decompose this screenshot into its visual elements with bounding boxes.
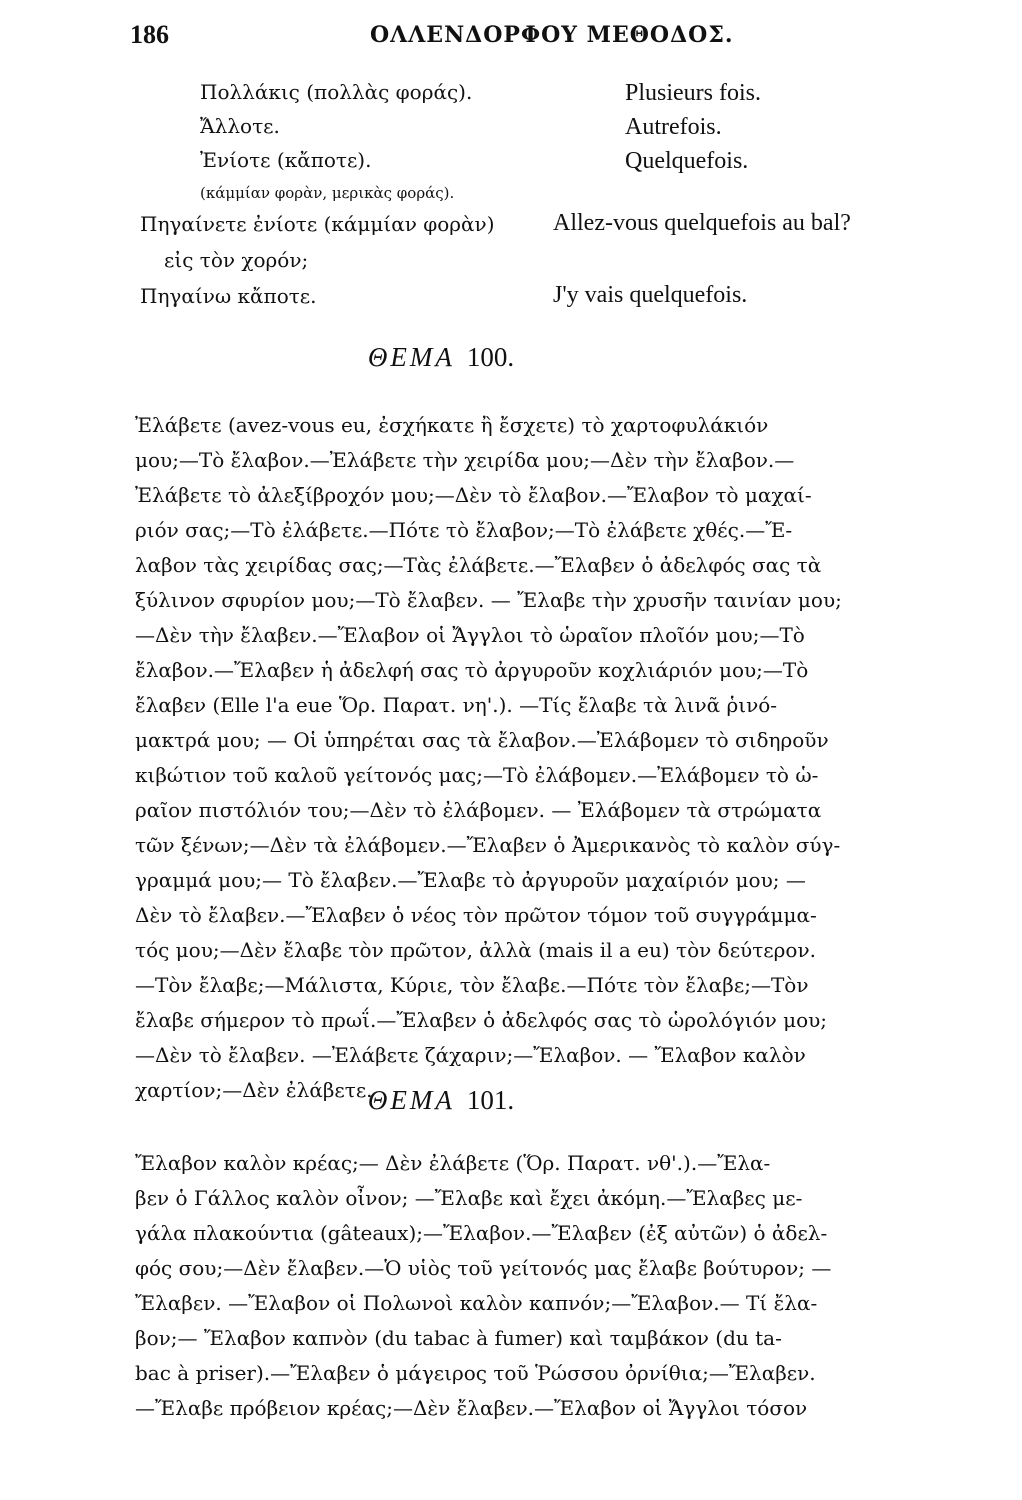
text-line: bac à priser).—Ἔλαβεν ὁ μάγειρος τοῦ Ῥώσσου ὀρνίθια;—Ἔλαβεν. bbox=[135, 1361, 816, 1385]
example-question-continued bbox=[140, 246, 970, 282]
text-line: μου;—Τὸ ἔλαβον.—Ἐλάβετε τὴν χειρίδα μου;—Δὲν τὴν ἔλαβον.— bbox=[135, 448, 795, 472]
vocabulary-list bbox=[200, 80, 960, 214]
text-line: Ἔλαβεν. —Ἔλαβον οἱ Πολωνοὶ καλὸν καπνόν;—Ἔλαβον.— Τί ἔλα- bbox=[135, 1291, 818, 1315]
text-line: τῶν ξένων;—Δὲν τὰ ἐλάβομεν.—Ἔλαβεν ὁ Ἀμερικανὸς τὸ καλὸν σύγ- bbox=[135, 833, 841, 857]
vocab-row bbox=[200, 148, 960, 182]
text-line: γάλα πλακούντια (gâteaux);—Ἔλαβον.—Ἔλαβεν (ἐξ αὐτῶν) ὁ ἀδελ- bbox=[135, 1221, 828, 1245]
text-line: βον;— Ἔλαβον καπνὸν (du tabac à fumer) καὶ ταμβάκον (du ta- bbox=[135, 1326, 782, 1350]
example-question-greek: Πηγαίνετε ἐνίοτε (κάμμίαν φορὰν) bbox=[140, 212, 495, 236]
text-line: Ἐλάβετε τὸ ἀλεξίβροχόν μου;—Δὲν τὸ ἔλαβον.—Ἔλαβον τὸ μαχαί- bbox=[135, 483, 812, 507]
section-heading-100 bbox=[0, 342, 952, 373]
vocab-greek: Ἄλλοτε. bbox=[200, 114, 280, 138]
section-heading-number: 100. bbox=[466, 342, 515, 372]
text-line: λαβον τὰς χειρίδας σας;—Τὰς ἐλάβετε.—Ἔλαβεν ὁ ἀδελφός σας τὰ bbox=[135, 553, 822, 577]
text-line: —Τὸν ἔλαβε;—Μάλιστα, Κύριε, τὸν ἔλαβε.—Πότε τὸν ἔλαβε;—Τὸν bbox=[135, 973, 809, 997]
section-heading-number: 101. bbox=[466, 1085, 515, 1115]
vocab-greek: Πολλάκις (πολλὰς φοράς). bbox=[200, 80, 473, 104]
section-heading-word: ΘΕΜΑ bbox=[367, 342, 455, 372]
text-line: βεν ὁ Γάλλος καλὸν οἶνον; —Ἔλαβε καὶ ἔχει ἀκόμη.—Ἔλαβες με- bbox=[135, 1186, 803, 1210]
vocab-french: Plusieurs fois. bbox=[625, 80, 762, 106]
vocab-greek: Ἐνίοτε (κἄποτε). bbox=[200, 148, 372, 172]
section-heading-101 bbox=[0, 1085, 952, 1116]
text-line: ξύλινον σφυρίον μου;—Τὸ ἔλαβεν. — Ἔλαβε τὴν χρυσῆν ταινίαν μου; bbox=[135, 588, 842, 612]
text-line: ἔλαβεν (Elle l'a eue Ὅρ. Παρατ. νη'.). —Τίς ἔλαβε τὰ λινᾶ ῥινό- bbox=[135, 693, 778, 717]
text-line: τός μου;—Δὲν ἔλαβε τὸν πρῶτον, ἀλλὰ (mais il a eu) τὸν δεύτερον. bbox=[135, 938, 816, 962]
example-answer bbox=[140, 282, 970, 318]
vocab-french: Quelquefois. bbox=[625, 148, 749, 174]
vocab-row bbox=[200, 114, 960, 148]
vocab-french: Autrefois. bbox=[625, 114, 722, 140]
text-line: γραμμά μου;— Τὸ ἔλαβεν.—Ἔλαβε τὸ ἀργυροῦν μαχαίριόν μου; — bbox=[135, 868, 806, 892]
page-header bbox=[130, 20, 960, 60]
page-number: 186 bbox=[130, 20, 169, 49]
running-head: ΟΛΛΕΝΔΟΡΦΟΥ ΜΕΘΟΔΟΣ. bbox=[370, 22, 734, 48]
text-line: κιβώτιον τοῦ καλοῦ γείτονός μας;—Τὸ ἐλάβομεν.—Ἐλάβομεν τὸ ὡ- bbox=[135, 763, 819, 787]
example-question-greek-line2: εἰς τὸν χορόν; bbox=[164, 248, 309, 272]
text-line: ριόν σας;—Τὸ ἐλάβετε.—Πότε τὸ ἔλαβον;—Τὸ ἐλάβετε χθές.—Ἔ- bbox=[135, 518, 793, 542]
text-line: ἔλαβον.—Ἔλαβεν ἡ ἀδελφή σας τὸ ἀργυροῦν κοχλιάριόν μου;—Τὸ bbox=[135, 658, 809, 682]
example-question-french: Allez-vous quelquefois au bal? bbox=[553, 210, 851, 236]
text-line: Ἔλαβον καλὸν κρέας;— Δὲν ἐλάβετε (Ὅρ. Παρατ. νθ'.).—Ἔλα- bbox=[135, 1151, 771, 1175]
vocab-row bbox=[200, 80, 960, 114]
text-line: χαρτίον;—Δὲν ἐλάβετε. bbox=[135, 1078, 373, 1102]
text-line: φός σου;—Δὲν ἔλαβεν.—Ὁ υἱὸς τοῦ γείτονός μας ἔλαβε βούτυρον; — bbox=[135, 1256, 832, 1280]
text-line: —Δὲν τὴν ἔλαβεν.—Ἔλαβον οἱ Ἄγγλοι τὸ ὡραῖον πλοῖόν μου;—Τὸ bbox=[135, 623, 805, 647]
text-line: μακτρά μου; — Οἱ ὑπηρέται σας τὰ ἔλαβον.—Ἐλάβομεν τὸ σιδηροῦν bbox=[135, 728, 829, 752]
vocab-greek-note: (κάμμίαν φορὰν, μερικὰς φοράς). bbox=[200, 184, 455, 202]
example-answer-greek: Πηγαίνω κἄποτε. bbox=[140, 284, 317, 308]
example-question bbox=[140, 210, 970, 246]
text-line: Ἐλάβετε (avez-vous eu, ἐσχήκατε ἢ ἔσχετε) τὸ χαρτοφυλάκιόν bbox=[135, 413, 769, 437]
text-line: —Ἔλαβε πρόβειον κρέας;—Δὲν ἔλαβεν.—Ἔλαβον οἱ Ἄγγλοι τόσον bbox=[135, 1396, 808, 1420]
example-sentences bbox=[140, 210, 970, 318]
text-line: —Δὲν τὸ ἔλαβεν. —Ἐλάβετε ζάχαριν;—Ἔλαβον. — Ἔλαβον καλὸν bbox=[135, 1043, 806, 1067]
example-answer-french: J'y vais quelquefois. bbox=[553, 282, 748, 308]
section-heading-word: ΘΕΜΑ bbox=[367, 1085, 455, 1115]
text-line: ἔλαβε σήμερον τὸ πρωΐ.—Ἔλαβεν ὁ ἀδελφός σας τὸ ὡρολόγιόν μου; bbox=[135, 1008, 828, 1032]
exercise-101-text bbox=[135, 1146, 985, 1426]
text-line: Δὲν τὸ ἔλαβεν.—Ἔλαβεν ὁ νέος τὸν πρῶτον τόμον τοῦ συγγράμμα- bbox=[135, 903, 817, 927]
exercise-100-text bbox=[135, 408, 985, 1108]
text-line: ραῖον πιστόλιόν του;—Δὲν τὸ ἐλάβομεν. — Ἐλάβομεν τὰ στρώματα bbox=[135, 798, 822, 822]
